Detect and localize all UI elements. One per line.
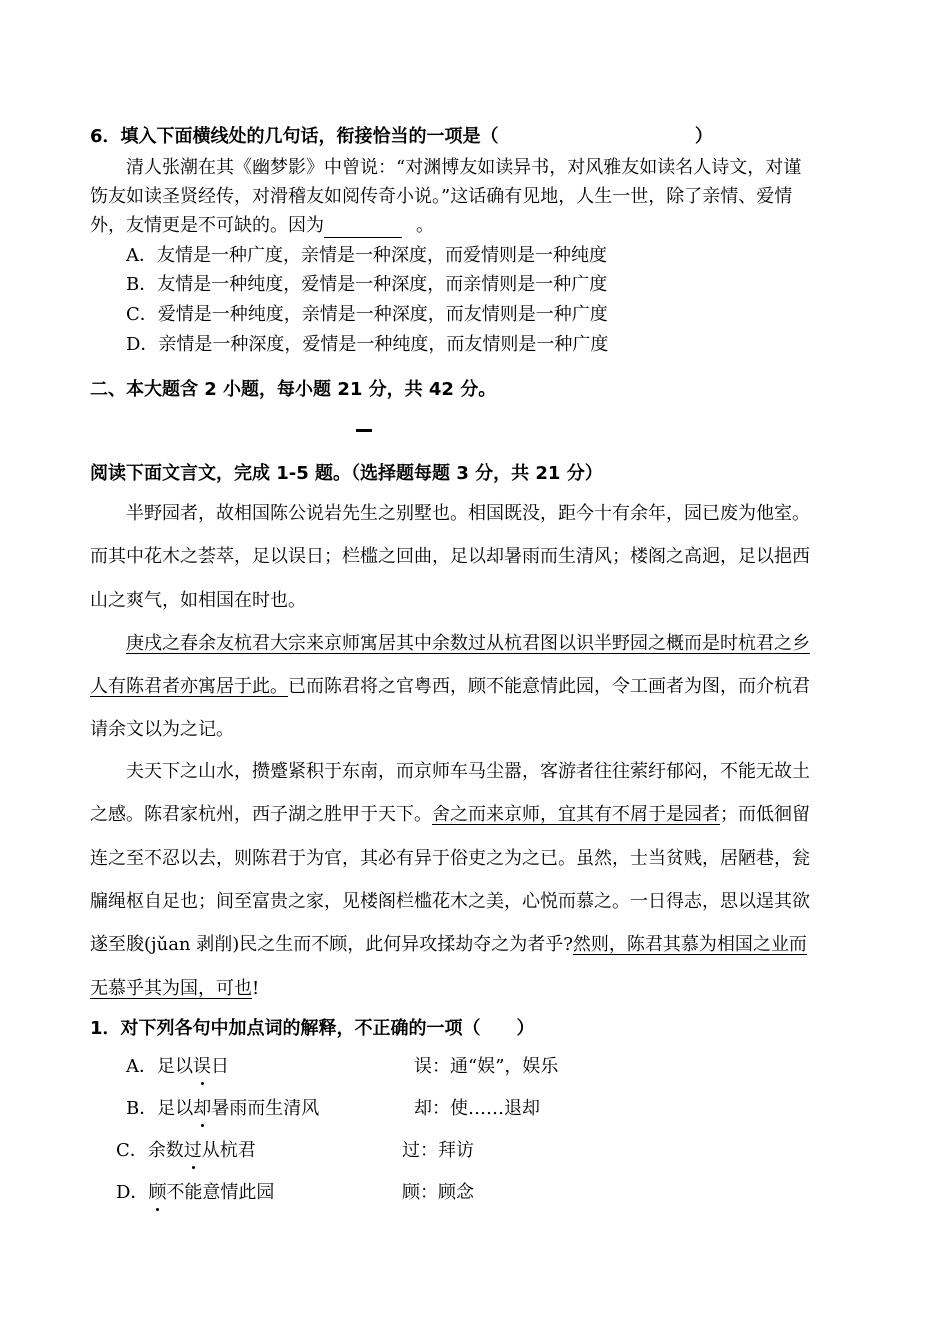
q6-para-line-3 [90, 214, 434, 238]
passage-p3-line-6 [90, 977, 259, 1001]
section-heading: 二、本大题含 2 小题，每小题 21 分，共 42 分。 [90, 379, 497, 400]
question-1-option-d [116, 1181, 274, 1205]
q6-para-end: 。 [416, 215, 434, 236]
q6-option-b: B．友情是一种纯度，爱情是一种深度，而亲情则是一种广度 [126, 274, 608, 295]
passage-p3-line-5 [90, 933, 807, 957]
passage-text: 已而陈君将之官粤西，顾不能意情此园，令工画者为图，而介杭君 [288, 676, 810, 697]
dotted-word: 却 [193, 1098, 212, 1119]
passage-p1-line-2: 而其中花木之荟萃，足以误日；栏槛之回曲，足以却暑雨而生清风；楼阁之高迥，足以挹西 [90, 546, 810, 567]
q6-option-c: C．爱情是一种纯度，亲情是一种深度，而友情则是一种广度 [126, 304, 608, 325]
option-text: A．足以 [126, 1056, 193, 1077]
question-1-option-a [126, 1055, 229, 1079]
underlined-sentence: 舍之而来京师，宜其有不屑于是园者 [432, 804, 720, 825]
q6-option-a: A．友情是一种广度，亲情是一种深度，而爱情则是一种纯度 [126, 245, 607, 266]
underlined-sentence: 无慕乎其为国，可也 [90, 978, 252, 999]
option-text: D． [116, 1182, 149, 1203]
option-text: 暑雨而生清风 [211, 1098, 320, 1119]
option-text: B．足以 [126, 1098, 194, 1119]
passage-p1-line-3: 山之爽气，如相国在时也。 [90, 590, 306, 611]
question-1-gloss-b: 却：使……退却 [414, 1098, 540, 1119]
q6-stem-text: 6．填入下面横线处的几句话，衔接恰当的一项是（ [90, 126, 499, 147]
question-1-gloss-a: 误：通“娱”，娱乐 [414, 1056, 559, 1077]
passage-p2-line-3: 请余文以为之记。 [90, 719, 234, 740]
option-text: C．余数 [116, 1140, 184, 1161]
passage-p3-line-4: 牖绳枢自足也；间至富贵之家，见楼阁栏槛花木之美，心悦而慕之。一日得志，思以逞其欲 [90, 891, 810, 912]
passage-p2-line-1: 庚戌之春余友杭君大宗来京师寓居其中余数过从杭君图以识半野园之概而是时杭君之乡 [126, 633, 810, 654]
q6-option-d: D．亲情是一种深度，爱情是一种纯度，而友情则是一种广度 [126, 334, 609, 355]
passage-text: 遂至朘(jǔan 剥削)民之生而不顾，此何异攻揉劫夺之为者乎? [90, 934, 573, 955]
passage-text: ；而低徊留 [720, 804, 810, 825]
q6-para-line-1: 清人张潮在其《幽梦影》中曾说：“对渊博友如读异书，对风雅友如读名人诗文，对谨 [126, 157, 802, 178]
question-1-option-b [126, 1097, 319, 1121]
dotted-word: 顾 [148, 1182, 167, 1203]
passage-p3-line-2 [90, 803, 810, 827]
question-1-gloss-d: 顾：顾念 [402, 1182, 474, 1203]
passage-text: 之感。陈君家杭州，西子湖之胜甲于天下。 [90, 804, 432, 825]
passage-p1-line-1: 半野园者，故相国陈公说岩先生之别墅也。相国既没，距今十有余年，园已废为他室。 [126, 503, 810, 524]
underlined-sentence: 人有陈君者亦寓居于此。 [90, 676, 288, 697]
fill-in-blank [324, 219, 402, 238]
passage-p2-line-2 [90, 675, 810, 699]
question-1-stem: 1．对下列各句中加点词的解释，不正确的一项（ ） [90, 1018, 535, 1039]
q6-para-line-2: 饬友如读圣贤经传，对滑稽友如阅传奇小说。”这话确有见地，人生一世，除了亲情、爱情 [90, 186, 793, 207]
option-text: 不能意情此园 [166, 1182, 275, 1203]
question-1-gloss-c: 过：拜访 [402, 1140, 474, 1161]
dotted-word: 过 [183, 1140, 202, 1161]
q6-para-text: 外，友情更是不可缺的。因为 [90, 215, 324, 236]
dotted-word: 误 [193, 1056, 211, 1077]
passage-p3-line-3: 连之至不忍以去，则陈君于为官，其必有异于俗吏之为之已。虽然，士当贫贱，居陋巷，瓮 [90, 848, 810, 869]
option-text: 日 [211, 1056, 229, 1077]
passage-text: ! [252, 978, 260, 999]
q6-stem-close: ） [694, 126, 713, 147]
passage-p3-line-1: 夫天下之山水，攒蹙紧积于东南，而京师车马尘嚣，客游者往往萦纡郁闷，不能无故土 [126, 761, 810, 782]
question-1-option-c [116, 1139, 256, 1163]
underlined-sentence: 然则，陈君其慕为相国之业而 [572, 934, 807, 955]
option-text: 从杭君 [201, 1140, 256, 1161]
section-sub-mark [356, 429, 372, 432]
reading-instruction: 阅读下面文言文，完成 1-5 题。（选择题每题 3 分，共 21 分） [90, 463, 603, 484]
q6-stem [90, 125, 713, 149]
